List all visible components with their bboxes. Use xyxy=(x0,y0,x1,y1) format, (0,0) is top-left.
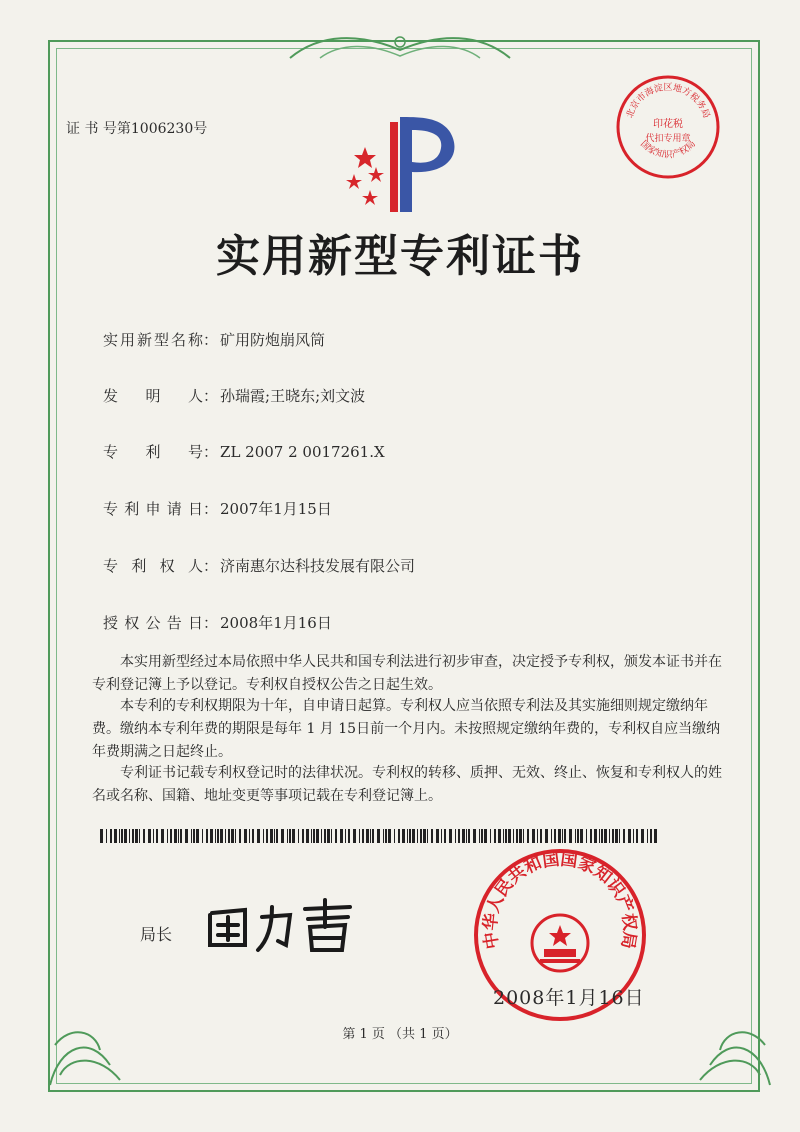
barcode-bar xyxy=(196,829,199,843)
barcode-bar xyxy=(564,829,566,843)
barcode-bar xyxy=(394,829,395,843)
barcode-bar xyxy=(650,829,652,843)
barcode-bar xyxy=(110,829,112,843)
barcode-bar xyxy=(191,829,192,843)
barcode-bar xyxy=(383,829,384,843)
barcode-bar xyxy=(153,829,154,843)
field-inventor xyxy=(103,385,365,406)
barcode-bar xyxy=(458,829,460,843)
field-grant-date xyxy=(103,612,332,633)
barcode-bar xyxy=(612,829,614,843)
patent-office-logo xyxy=(340,112,470,222)
barcode-bar xyxy=(654,829,657,843)
certificate-number: 证 书 号第1006230号 xyxy=(66,121,208,137)
barcode-bar xyxy=(532,829,535,843)
barcode-bar xyxy=(316,829,319,843)
barcode-bar xyxy=(599,829,600,843)
barcode-bar xyxy=(545,829,548,843)
barcode-bar xyxy=(311,829,312,843)
barcode-bar xyxy=(370,829,371,843)
tax-stamp xyxy=(613,72,723,182)
tax-stamp-ring-text: 北京市海淀区地方税务局 xyxy=(625,83,711,120)
field-value: 2008年1月16日 xyxy=(220,614,332,632)
barcode-bar xyxy=(292,829,295,843)
barcode-bar xyxy=(558,829,561,843)
barcode-bar xyxy=(345,829,346,843)
barcode-bar xyxy=(321,829,322,843)
barcode-bar xyxy=(619,829,620,843)
barcode-bar xyxy=(427,829,428,843)
barcode-bar xyxy=(473,829,476,843)
barcode-bar xyxy=(436,829,439,843)
barcode-bar xyxy=(466,829,467,843)
field-patent-number xyxy=(103,441,385,462)
field-value: 矿用防炮崩风筒 xyxy=(220,331,326,349)
barcode-bar xyxy=(124,829,127,843)
barcode-bar xyxy=(263,829,264,843)
barcode-bar xyxy=(420,829,422,843)
barcode-bar xyxy=(444,829,446,843)
field-utility-name xyxy=(103,329,325,350)
field-patentee xyxy=(103,555,415,576)
barcode-bar xyxy=(505,829,507,843)
barcode-bar xyxy=(431,829,433,843)
barcode-bar xyxy=(244,829,247,843)
barcode-bar xyxy=(623,829,625,843)
tax-stamp-center-1: 印花税 xyxy=(653,119,683,130)
barcode-bar xyxy=(569,829,572,843)
barcode-bar xyxy=(490,829,491,843)
national-emblem-icon xyxy=(532,915,588,971)
signature xyxy=(200,895,360,955)
paragraph: 本专利的专利权期限为十年，自申请日起算。专利权人应当依照专利法及其实施细则规定缴纳年费。缴纳本专利年费的期限是每年 1 月 15日前一个月内。未按照规定缴纳年费的，专利权自应当缴纳年费期满之日起终止。 xyxy=(92,698,721,760)
barcode-bar xyxy=(537,829,538,843)
page-title: 实用新型专利证书 xyxy=(216,231,584,282)
barcode-bar xyxy=(372,829,374,843)
field-application-date xyxy=(103,498,332,519)
barcode-bar xyxy=(516,829,518,843)
paragraph: 专利证书记载专利权登记时的法律状况。专利权的转移、质押、无效、终止、恢复和专利权人的姓名或名称、国籍、地址变更等事项记载在专利登记簿上。 xyxy=(92,765,722,804)
barcode-bar xyxy=(508,829,511,843)
field-label: 专利权人 xyxy=(103,557,203,575)
barcode-bar xyxy=(348,829,350,843)
field-separator: ： xyxy=(203,500,219,518)
barcode-bar xyxy=(139,829,140,843)
barcode-bar xyxy=(551,829,552,843)
barcode-bar xyxy=(604,829,607,843)
barcode-bar xyxy=(167,829,168,843)
barcode-bar xyxy=(562,829,563,843)
barcode-bar xyxy=(641,829,644,843)
barcode-bar xyxy=(302,829,304,843)
barcode-bar xyxy=(270,829,273,843)
barcode-bar xyxy=(468,829,470,843)
barcode-bar xyxy=(449,829,452,843)
barcode-bar xyxy=(129,829,130,843)
paragraph: 本实用新型经过本局依照中华人民共和国专利法进行初步审查，决定授予专利权，颁发本证书并在专利登记簿上予以登记。专利权自授权公告之日起生效。 xyxy=(92,654,722,693)
barcode-bar xyxy=(519,829,522,843)
barcode-bar xyxy=(178,829,179,843)
barcode-bar xyxy=(143,829,145,843)
barcode-bar xyxy=(114,829,117,843)
barcode-bar xyxy=(287,829,288,843)
field-label: 发明人 xyxy=(103,387,203,405)
barcode-bar xyxy=(353,829,356,843)
barcode-bar xyxy=(106,829,107,843)
barcode-bar xyxy=(633,829,634,843)
barcode-bar xyxy=(274,829,275,843)
barcode-bar xyxy=(417,829,418,843)
field-label: 实用新型名称 xyxy=(103,331,203,349)
barcode-bar xyxy=(335,829,337,843)
barcode-bar xyxy=(609,829,610,843)
barcode-bar xyxy=(385,829,387,843)
barcode-bar xyxy=(313,829,315,843)
field-label: 专利申请日 xyxy=(103,500,203,518)
barcode-bar xyxy=(306,829,309,843)
barcode-bar xyxy=(327,829,330,843)
barcode-bar xyxy=(523,829,524,843)
barcode-bar xyxy=(554,829,556,843)
field-separator: ： xyxy=(203,387,219,405)
barcode-bar xyxy=(331,829,332,843)
barcode-bar xyxy=(462,829,465,843)
tax-stamp-center-2: 代扣专用章 xyxy=(645,134,691,144)
barcode-bar xyxy=(527,829,529,843)
barcode-bar xyxy=(161,829,164,843)
barcode-bar xyxy=(423,829,426,843)
field-value: 孙瑞霞;王晓东;刘文波 xyxy=(220,387,366,405)
barcode-bar xyxy=(225,829,226,843)
barcode-bar xyxy=(455,829,456,843)
barcode-bar xyxy=(324,829,326,843)
barcode-bar xyxy=(202,829,203,843)
barcode-bar xyxy=(210,829,213,843)
barcode-bar xyxy=(298,829,299,843)
barcode-bar xyxy=(481,829,483,843)
barcode-bar xyxy=(498,829,501,843)
barcode-bar xyxy=(257,829,260,843)
barcode-bar xyxy=(100,829,103,843)
barcode-bar xyxy=(388,829,391,843)
barcode-bar xyxy=(193,829,195,843)
seal-text: 中华人民共和国国家知识产权局 xyxy=(480,849,640,951)
barcode-bar xyxy=(377,829,380,843)
barcode-bar xyxy=(185,829,188,843)
barcode-bar xyxy=(407,829,408,843)
field-label: 授权公告日 xyxy=(103,614,203,632)
barcode-bar xyxy=(479,829,480,843)
barcode-bar xyxy=(220,829,223,843)
barcode-bar xyxy=(119,829,120,843)
barcode-bar xyxy=(441,829,442,843)
barcode-bar xyxy=(409,829,411,843)
barcode-bar xyxy=(586,829,587,843)
barcode-bar xyxy=(340,829,343,843)
barcode-bar xyxy=(359,829,360,843)
page-number: 第 1 页 （共 1 页） xyxy=(342,1027,458,1042)
barcode-bar xyxy=(289,829,291,843)
barcode-bar xyxy=(281,829,284,843)
barcode-bar xyxy=(239,829,241,843)
barcode-bar xyxy=(228,829,230,843)
barcode-bar xyxy=(594,829,597,843)
barcode-bar xyxy=(249,829,250,843)
field-separator: ： xyxy=(203,331,219,349)
barcode-bar xyxy=(174,829,177,843)
field-value: 济南惠尔达科技发展有限公司 xyxy=(220,557,416,575)
barcode-bar xyxy=(231,829,234,843)
barcode-bar xyxy=(362,829,364,843)
barcode-bar xyxy=(513,829,514,843)
barcode-bar xyxy=(577,829,579,843)
barcode-bar xyxy=(412,829,415,843)
barcode-bar xyxy=(135,829,138,843)
barcode-bar xyxy=(636,829,638,843)
barcode-bar xyxy=(615,829,618,843)
field-label: 专利号 xyxy=(103,443,203,461)
bureau-chief-label: 局长 xyxy=(140,925,173,944)
barcode-bar xyxy=(121,829,123,843)
barcode-bar xyxy=(601,829,603,843)
barcode-bar xyxy=(276,829,278,843)
field-value: 2007年1月15日 xyxy=(220,500,332,518)
field-separator: ： xyxy=(203,614,219,632)
barcode-bar xyxy=(156,829,158,843)
barcode-bar xyxy=(366,829,369,843)
barcode-bar xyxy=(148,829,151,843)
barcode-bar xyxy=(484,829,487,843)
barcode-bar xyxy=(580,829,583,843)
issue-date: 2008年1月16日 xyxy=(493,987,645,1009)
barcode-bar xyxy=(628,829,631,843)
field-separator: ： xyxy=(203,443,219,461)
tax-stamp-bottom-text: 国家知识产权局 xyxy=(638,139,698,161)
barcode-bar xyxy=(266,829,268,843)
barcode-bar xyxy=(503,829,504,843)
barcode-bar xyxy=(575,829,576,843)
barcode-bar xyxy=(252,829,254,843)
barcode-bar xyxy=(170,829,172,843)
field-separator: ： xyxy=(203,557,219,575)
barcode-bar xyxy=(398,829,400,843)
ornament-top xyxy=(280,28,520,68)
field-value: ZL 2007 2 0017261.X xyxy=(220,443,385,461)
barcode-bar xyxy=(647,829,648,843)
barcode-bar xyxy=(206,829,208,843)
barcode-bar xyxy=(180,829,182,843)
barcode-bar xyxy=(402,829,405,843)
barcode-bar xyxy=(217,829,219,843)
barcode-bar xyxy=(494,829,496,843)
barcode-bar xyxy=(235,829,236,843)
barcode-bar xyxy=(540,829,542,843)
barcode xyxy=(100,829,660,843)
barcode-bar xyxy=(590,829,592,843)
barcode-bar xyxy=(215,829,216,843)
barcode-bar xyxy=(132,829,134,843)
